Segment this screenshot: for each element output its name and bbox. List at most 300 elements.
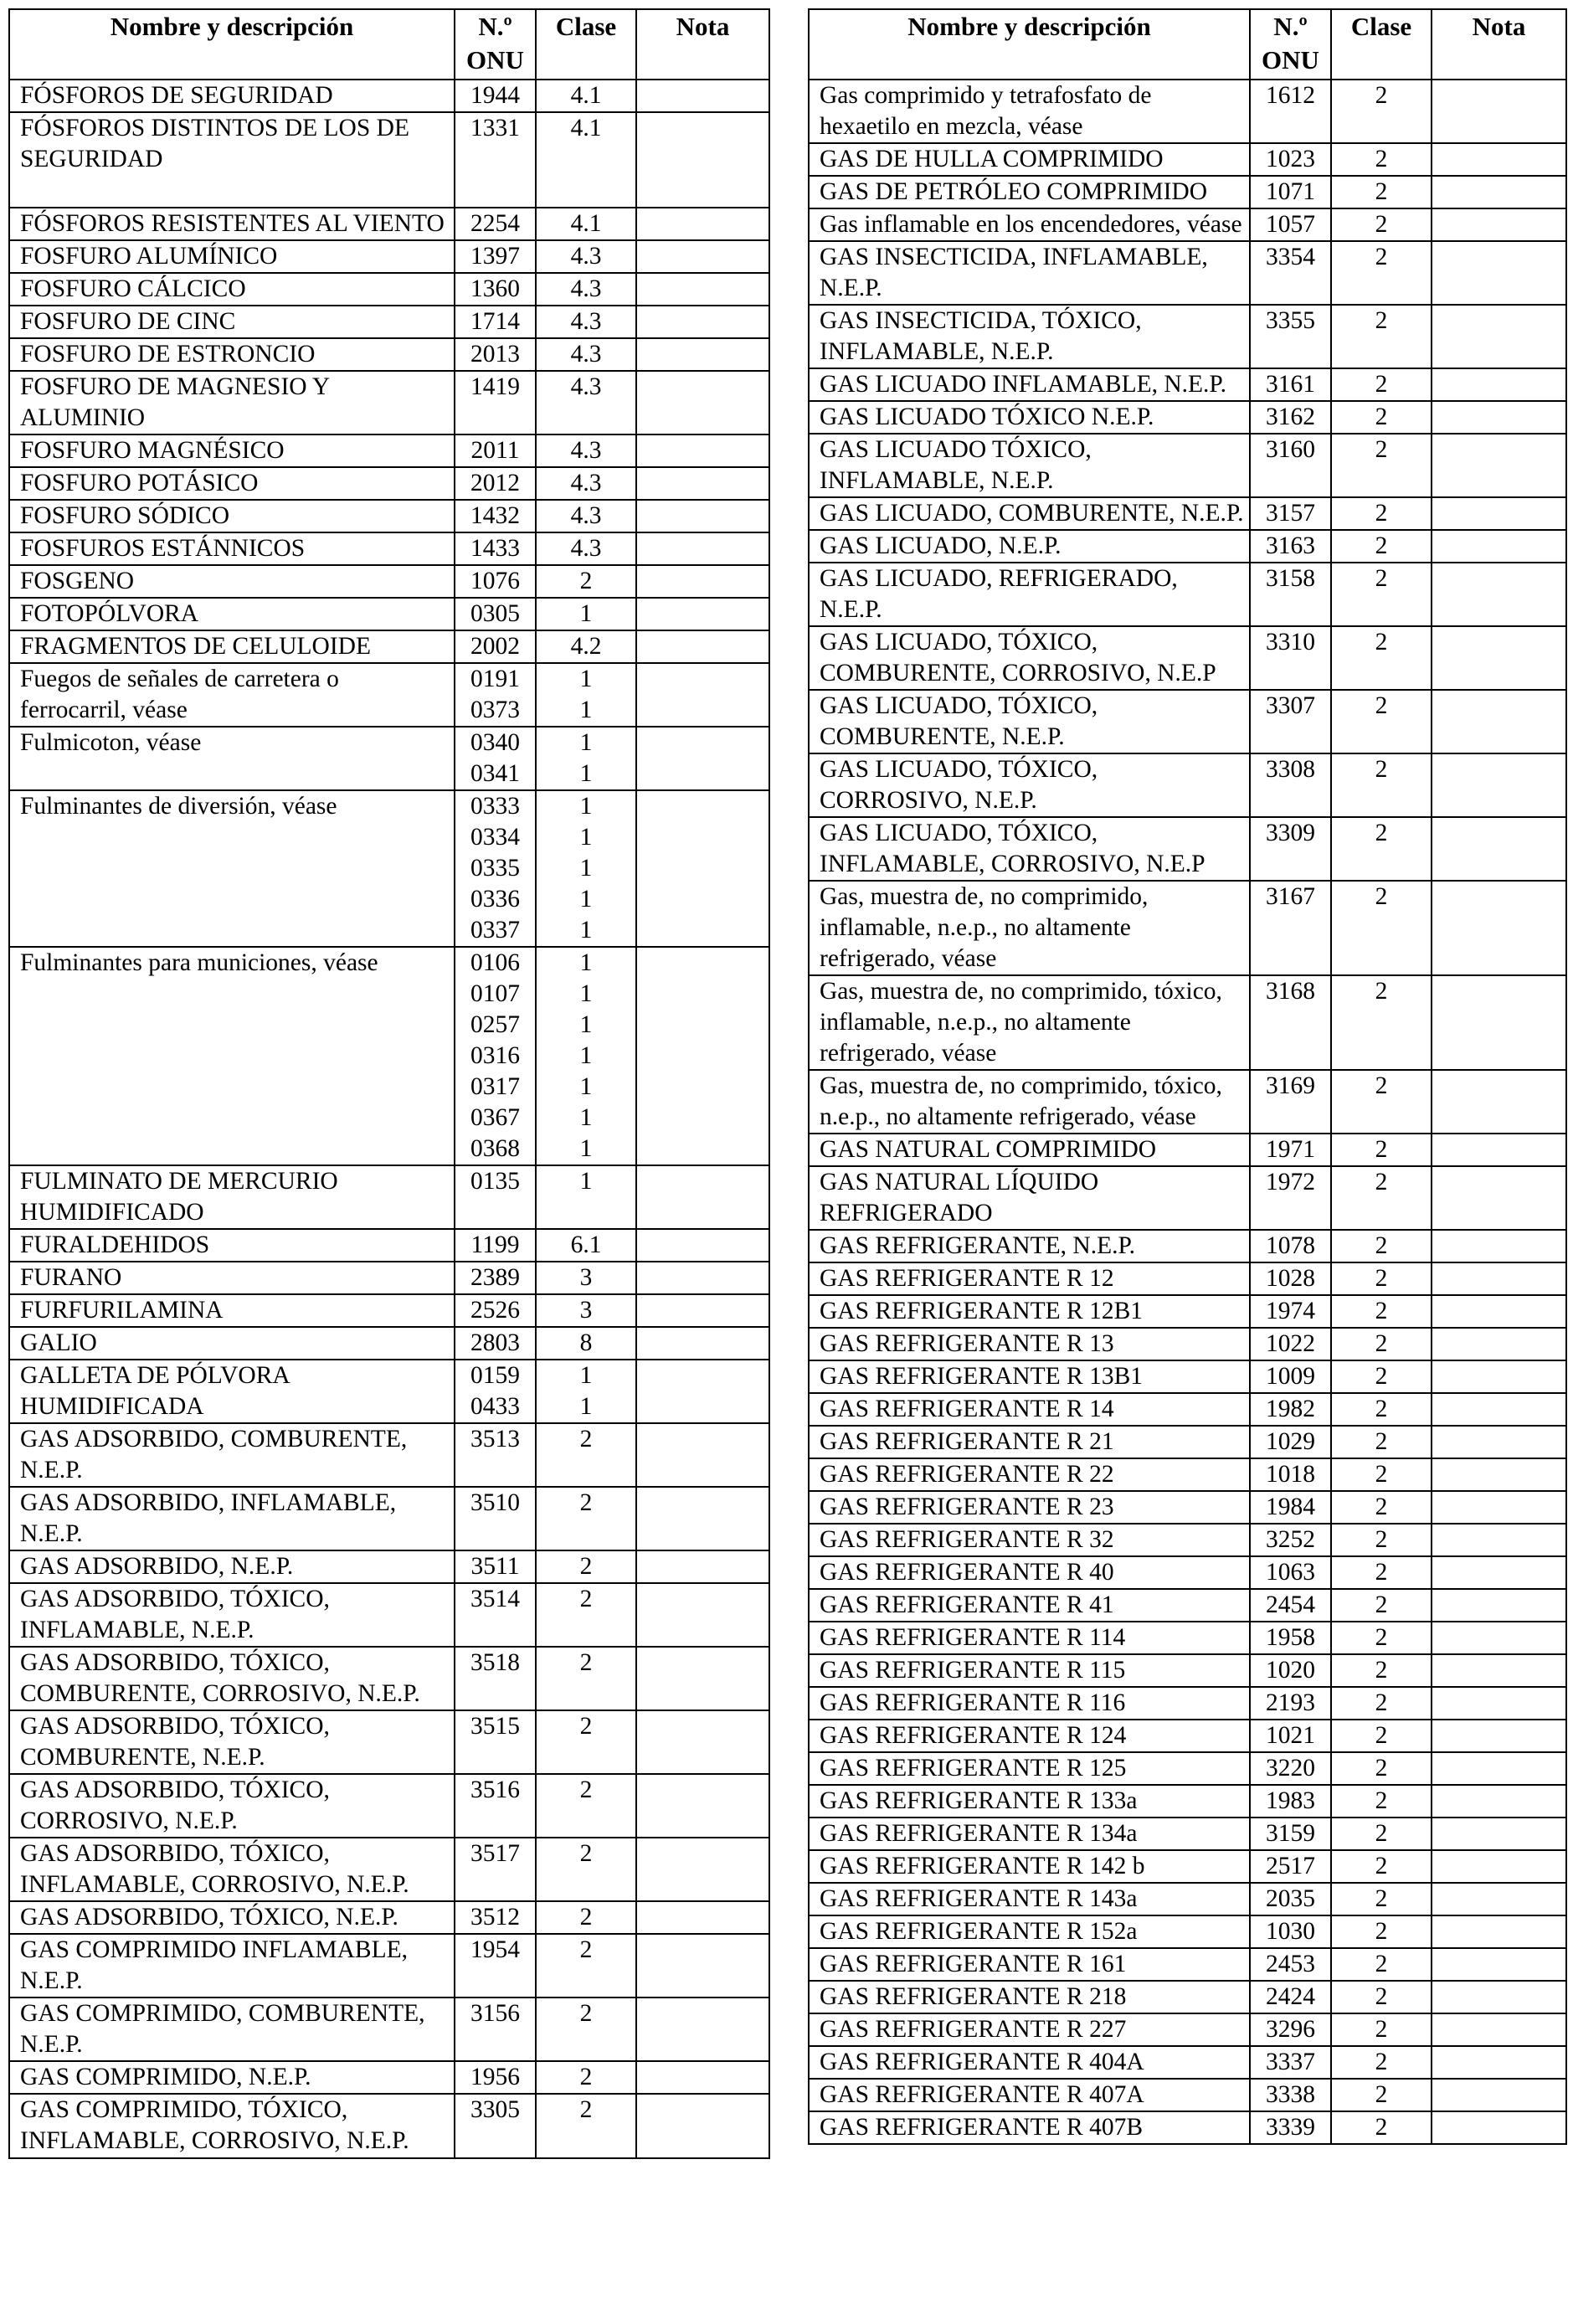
- note-cell: [1432, 401, 1566, 434]
- class-cell: [1331, 1915, 1432, 1948]
- un-number: 1022: [1266, 1330, 1315, 1357]
- hazard-class: 2: [579, 1553, 593, 1580]
- substance-name: GAS REFRIGERANTE R 23: [809, 1491, 1250, 1524]
- table-row: [9, 1550, 769, 1583]
- note-cell: [636, 1229, 769, 1262]
- substance-name: Fulminantes de diversión, véase: [9, 790, 455, 947]
- note-cell: [1432, 497, 1566, 530]
- un-number-cell: [455, 1901, 536, 1934]
- un-number: 1944: [470, 82, 520, 109]
- note-cell: [1432, 1166, 1566, 1230]
- substance-name: GAS LICUADO, COMBURENTE, N.E.P.: [809, 497, 1250, 530]
- un-number-cell: [1250, 1818, 1331, 1850]
- un-number-cell: [455, 500, 536, 532]
- un-number: 1714: [470, 308, 520, 335]
- un-number: 0135: [470, 1168, 520, 1195]
- table-row: [809, 1752, 1566, 1785]
- note-cell: [636, 273, 769, 306]
- un-number: 0335: [470, 855, 520, 882]
- substance-name: FOSFURO MAGNÉSICO: [9, 434, 455, 467]
- class-cell: [536, 1774, 636, 1838]
- class-cell: [1331, 368, 1432, 401]
- note-cell: [1432, 2046, 1566, 2079]
- un-number: 2517: [1266, 1853, 1315, 1879]
- note-cell: [636, 1583, 769, 1647]
- table-row: [9, 1294, 769, 1327]
- hazard-class: 2: [1375, 1885, 1388, 1912]
- substance-name: GALLETA DE PÓLVORA HUMIDIFICADA: [9, 1360, 455, 1423]
- hazard-class: 2: [1375, 500, 1388, 527]
- hazard-class: 2: [1375, 1169, 1388, 1195]
- hazard-class: 2: [1375, 211, 1388, 238]
- hazard-class: 1: [579, 697, 593, 723]
- un-number-cell: [1250, 1491, 1331, 1524]
- substance-name: FÓSFOROS DE SEGURIDAD: [9, 80, 455, 112]
- table-row: [809, 563, 1566, 626]
- table-row: [9, 467, 769, 500]
- un-number: 2193: [1266, 1689, 1315, 1716]
- un-number: 0334: [470, 824, 520, 851]
- class-cell: [1331, 530, 1432, 563]
- table-row: [809, 1230, 1566, 1262]
- class-cell: [536, 1229, 636, 1262]
- un-number: 0433: [470, 1393, 520, 1420]
- un-number: 3169: [1266, 1072, 1315, 1099]
- substance-name: GAS ADSORBIDO, TÓXICO, INFLAMABLE, N.E.P.: [9, 1583, 455, 1647]
- class-cell: [536, 1901, 636, 1934]
- class-cell: [1331, 143, 1432, 176]
- substance-name: FOSFURO POTÁSICO: [9, 467, 455, 500]
- class-cell: [536, 112, 636, 208]
- note-cell: [636, 371, 769, 434]
- un-number-cell: [455, 338, 536, 371]
- header-name: Nombre y descripción: [9, 9, 455, 80]
- class-cell: [1331, 1883, 1432, 1915]
- hazard-class: 4.1: [570, 210, 602, 237]
- note-cell: [636, 630, 769, 663]
- un-number-cell: [455, 306, 536, 338]
- substance-name: Gas, muestra de, no comprimido, inflamable, n.e.p., no altamente refrigerado, véase: [809, 881, 1250, 975]
- note-cell: [1432, 241, 1566, 305]
- un-number-cell: [455, 1423, 536, 1487]
- substance-name: GAS REFRIGERANTE R 124: [809, 1720, 1250, 1752]
- un-number-cell: [1250, 1426, 1331, 1458]
- table-row: [9, 630, 769, 663]
- substance-name: GAS LICUADO, N.E.P.: [809, 530, 1250, 563]
- hazard-class: 2: [1375, 978, 1388, 1005]
- substance-name: FOSFURO DE CINC: [9, 306, 455, 338]
- un-number-cell: [455, 240, 536, 273]
- un-number: 3252: [1266, 1526, 1315, 1553]
- table-row: [9, 1229, 769, 1262]
- note-cell: [636, 1710, 769, 1774]
- class-cell: [1331, 1262, 1432, 1295]
- class-cell: [1331, 563, 1432, 626]
- substance-name: Gas inflamable en los encendedores, véase: [809, 208, 1250, 241]
- un-number-cell: [455, 1487, 536, 1550]
- table-row: [809, 176, 1566, 208]
- hazard-class: 1: [579, 729, 593, 756]
- substance-name: GAS LICUADO, TÓXICO, COMBURENTE, N.E.P.: [809, 690, 1250, 753]
- un-number-cell: [1250, 1785, 1331, 1818]
- note-cell: [1432, 1230, 1566, 1262]
- class-cell: [1331, 1524, 1432, 1556]
- class-cell: [1331, 1589, 1432, 1622]
- substance-name: GAS REFRIGERANTE R 125: [809, 1752, 1250, 1785]
- class-cell: [1331, 975, 1432, 1070]
- un-number-cell: [1250, 2111, 1331, 2144]
- class-cell: [536, 727, 636, 790]
- class-cell: [536, 208, 636, 240]
- un-number-cell: [455, 1998, 536, 2061]
- un-number: 1397: [470, 243, 520, 270]
- table-row: [809, 2046, 1566, 2079]
- note-cell: [1432, 1262, 1566, 1295]
- hazard-class: 3: [579, 1264, 593, 1291]
- table-row: [9, 1583, 769, 1647]
- hazard-class: 2: [1375, 1396, 1388, 1422]
- un-number: 3310: [1266, 629, 1315, 656]
- un-number-cell: [1250, 1360, 1331, 1393]
- substance-name: FURALDEHIDOS: [9, 1229, 455, 1262]
- substance-name: GAS REFRIGERANTE R 134a: [809, 1818, 1250, 1850]
- substance-name: GAS REFRIGERANTE R 114: [809, 1622, 1250, 1654]
- un-number-cell: [1250, 208, 1331, 241]
- note-cell: [1432, 1556, 1566, 1589]
- note-cell: [636, 1774, 769, 1838]
- substance-name: GAS REFRIGERANTE R 133a: [809, 1785, 1250, 1818]
- hazard-class: 2: [1375, 756, 1388, 783]
- un-number: 2254: [470, 210, 520, 237]
- hazard-class: 2: [579, 2000, 593, 2027]
- note-cell: [1432, 1654, 1566, 1687]
- dangerous-goods-table-right: [808, 8, 1567, 2145]
- un-number: 1982: [1266, 1396, 1315, 1422]
- un-number: 0367: [470, 1104, 520, 1131]
- un-number-cell: [455, 663, 536, 727]
- hazard-class: 1: [579, 949, 593, 976]
- hazard-class: 2: [579, 1713, 593, 1740]
- substance-name: Gas, muestra de, no comprimido, tóxico, n.e.p., no altamente refrigerado, véase: [809, 1070, 1250, 1134]
- note-cell: [1432, 626, 1566, 690]
- class-cell: [1331, 1981, 1432, 2013]
- class-cell: [536, 565, 636, 598]
- note-cell: [636, 2061, 769, 2094]
- class-cell: [536, 467, 636, 500]
- substance-name: GAS REFRIGERANTE R 161: [809, 1948, 1250, 1981]
- un-number-cell: [1250, 817, 1331, 881]
- hazard-class: 2: [1375, 820, 1388, 846]
- un-number: 3514: [470, 1586, 520, 1612]
- table-row: [9, 1934, 769, 1998]
- un-number: 3159: [1266, 1820, 1315, 1847]
- note-cell: [1432, 530, 1566, 563]
- substance-name: FÓSFOROS RESISTENTES AL VIENTO: [9, 208, 455, 240]
- note-cell: [1432, 305, 1566, 368]
- un-number: 3510: [470, 1489, 520, 1516]
- hazard-class: 2: [1375, 1853, 1388, 1879]
- header-un-number: N.º ONU: [455, 9, 536, 80]
- note-cell: [636, 565, 769, 598]
- note-cell: [1432, 1915, 1566, 1948]
- un-number: 3515: [470, 1713, 520, 1740]
- substance-name: GAS COMPRIMIDO, COMBURENTE, N.E.P.: [9, 1998, 455, 2061]
- substance-name: GAS INSECTICIDA, INFLAMABLE, N.E.P.: [809, 241, 1250, 305]
- hazard-class: 1: [579, 824, 593, 851]
- un-number: 3158: [1266, 565, 1315, 592]
- hazard-class: 1: [579, 793, 593, 820]
- substance-name: GAS COMPRIMIDO, TÓXICO, INFLAMABLE, CORROSIVO, N.E.P.: [9, 2094, 455, 2158]
- substance-name: GAS ADSORBIDO, TÓXICO, CORROSIVO, N.E.P.: [9, 1774, 455, 1838]
- class-cell: [1331, 1166, 1432, 1230]
- class-cell: [536, 1998, 636, 2061]
- note-cell: [1432, 434, 1566, 497]
- un-number: 3511: [470, 1553, 520, 1580]
- un-number: 3516: [470, 1776, 520, 1803]
- class-cell: [1331, 2046, 1432, 2079]
- note-cell: [1432, 881, 1566, 975]
- note-cell: [636, 112, 769, 208]
- note-cell: [636, 1901, 769, 1934]
- substance-name: GAS REFRIGERANTE R 13B1: [809, 1360, 1250, 1393]
- hazard-class: 1: [579, 760, 593, 787]
- class-cell: [536, 947, 636, 1165]
- hazard-class: 2: [1375, 1918, 1388, 1945]
- table-row: [9, 532, 769, 565]
- class-cell: [536, 1360, 636, 1423]
- hazard-class: 2: [1375, 1591, 1388, 1618]
- header-name: Nombre y descripción: [809, 9, 1250, 80]
- hazard-class: 1: [579, 1042, 593, 1069]
- class-cell: [536, 273, 636, 306]
- note-cell: [1432, 1785, 1566, 1818]
- hazard-class: 6.1: [570, 1231, 602, 1258]
- note-cell: [1432, 1981, 1566, 2013]
- un-number-cell: [1250, 1524, 1331, 1556]
- un-number-cell: [1250, 1556, 1331, 1589]
- un-number-cell: [455, 208, 536, 240]
- hazard-class: 4.3: [570, 502, 602, 529]
- note-cell: [1432, 1883, 1566, 1915]
- note-cell: [636, 1934, 769, 1998]
- table-row: [9, 273, 769, 306]
- hazard-class: 2: [579, 2096, 593, 2123]
- un-number: 0368: [470, 1135, 520, 1162]
- table-row: [9, 1901, 769, 1934]
- note-cell: [636, 467, 769, 500]
- un-number-cell: [1250, 241, 1331, 305]
- un-number-cell: [455, 1550, 536, 1583]
- un-number: 0373: [470, 697, 520, 723]
- note-cell: [1432, 1134, 1566, 1166]
- hazard-class: 2: [1375, 1951, 1388, 1977]
- table-row: [809, 1785, 1566, 1818]
- table-row: [809, 2111, 1566, 2144]
- class-cell: [536, 434, 636, 467]
- hazard-class: 4.2: [570, 633, 602, 660]
- hazard-class: 4.3: [570, 373, 602, 400]
- substance-name: GAS REFRIGERANTE R 32: [809, 1524, 1250, 1556]
- hazard-class: 2: [1375, 1559, 1388, 1586]
- un-number-cell: [455, 1327, 536, 1360]
- class-cell: [1331, 1752, 1432, 1785]
- un-number-cell: [1250, 176, 1331, 208]
- table-row: [9, 1423, 769, 1487]
- table-row: [809, 1915, 1566, 1948]
- note-cell: [1432, 1491, 1566, 1524]
- substance-name: GAS COMPRIMIDO, N.E.P.: [9, 2061, 455, 2094]
- hazard-class: 4.3: [570, 275, 602, 302]
- note-cell: [1432, 1360, 1566, 1393]
- substance-name: GAS REFRIGERANTE R 40: [809, 1556, 1250, 1589]
- un-number: 1029: [1266, 1428, 1315, 1455]
- table-row: [809, 1883, 1566, 1915]
- table-row: [809, 626, 1566, 690]
- un-number: 1023: [1266, 146, 1315, 172]
- un-number-cell: [455, 80, 536, 112]
- un-number-cell: [455, 727, 536, 790]
- hazard-class: 2: [1375, 1983, 1388, 2010]
- note-cell: [1432, 143, 1566, 176]
- un-number: 1030: [1266, 1918, 1315, 1945]
- note-cell: [1432, 1720, 1566, 1752]
- class-cell: [536, 1327, 636, 1360]
- table-row: [9, 1360, 769, 1423]
- un-number-cell: [1250, 1948, 1331, 1981]
- un-number: 1984: [1266, 1494, 1315, 1520]
- substance-name: GAS DE HULLA COMPRIMIDO: [809, 143, 1250, 176]
- un-number: 0159: [470, 1362, 520, 1389]
- note-cell: [636, 1550, 769, 1583]
- un-number: 0336: [470, 886, 520, 913]
- un-number: 1009: [1266, 1363, 1315, 1390]
- class-cell: [1331, 690, 1432, 753]
- class-cell: [1331, 434, 1432, 497]
- un-number-cell: [1250, 1622, 1331, 1654]
- table-row: [9, 371, 769, 434]
- note-cell: [1432, 1622, 1566, 1654]
- note-cell: [1432, 1948, 1566, 1981]
- substance-name: GAS LICUADO, REFRIGERADO, N.E.P.: [809, 563, 1250, 626]
- hazard-class: 2: [1375, 1689, 1388, 1716]
- substance-name: GAS ADSORBIDO, INFLAMABLE, N.E.P.: [9, 1487, 455, 1550]
- substance-name: GAS REFRIGERANTE R 152a: [809, 1915, 1250, 1948]
- note-cell: [636, 2094, 769, 2158]
- hazard-class: 2: [1375, 2049, 1388, 2075]
- class-cell: [1331, 2013, 1432, 2046]
- note-cell: [636, 1647, 769, 1710]
- un-number: 3220: [1266, 1755, 1315, 1782]
- note-cell: [1432, 753, 1566, 817]
- un-number: 1956: [470, 2064, 520, 2090]
- table-row: [9, 500, 769, 532]
- un-number-cell: [455, 112, 536, 208]
- substance-name: GAS REFRIGERANTE R 407B: [809, 2111, 1250, 2144]
- table-row: [9, 1998, 769, 2061]
- un-number-cell: [1250, 1166, 1331, 1230]
- class-cell: [536, 1838, 636, 1901]
- note-cell: [636, 1327, 769, 1360]
- substance-name: FOSGENO: [9, 565, 455, 598]
- table-row: [809, 881, 1566, 975]
- un-number-cell: [1250, 401, 1331, 434]
- table-row: [809, 1524, 1566, 1556]
- hazard-class: 2: [1375, 82, 1388, 109]
- table-row: [9, 338, 769, 371]
- note-cell: [1432, 1524, 1566, 1556]
- hazard-class: 2: [1375, 1072, 1388, 1099]
- table-row: [809, 2079, 1566, 2111]
- substance-name: GAS LICUADO, TÓXICO, COMBURENTE, CORROSIVO, N.E.P: [809, 626, 1250, 690]
- table-row: [9, 240, 769, 273]
- table-row: [9, 598, 769, 630]
- hazard-class: 4.3: [570, 535, 602, 562]
- un-number: 1063: [1266, 1559, 1315, 1586]
- class-cell: [536, 598, 636, 630]
- hazard-class: 2: [1375, 307, 1388, 334]
- class-cell: [536, 240, 636, 273]
- un-number-cell: [455, 790, 536, 947]
- class-cell: [1331, 1426, 1432, 1458]
- un-number: 0257: [470, 1011, 520, 1038]
- class-cell: [1331, 1687, 1432, 1720]
- substance-name: Fulmicoton, véase: [9, 727, 455, 790]
- note-cell: [1432, 975, 1566, 1070]
- un-number-cell: [1250, 1393, 1331, 1426]
- note-cell: [1432, 176, 1566, 208]
- un-number: 1419: [470, 373, 520, 400]
- un-number: 1958: [1266, 1624, 1315, 1651]
- hazard-class: 2: [1375, 629, 1388, 656]
- table-row: [9, 790, 769, 947]
- un-number: 0340: [470, 729, 520, 756]
- un-number: 0337: [470, 917, 520, 943]
- substance-name: GAS LICUADO TÓXICO N.E.P.: [809, 401, 1250, 434]
- hazard-class: 2: [1375, 1330, 1388, 1357]
- un-number-cell: [455, 1229, 536, 1262]
- note-cell: [1432, 1850, 1566, 1883]
- header-note: Nota: [1432, 9, 1566, 80]
- class-cell: [1331, 1295, 1432, 1328]
- un-number: 0317: [470, 1073, 520, 1100]
- hazard-class: 2: [1375, 1820, 1388, 1847]
- class-cell: [1331, 1230, 1432, 1262]
- table-row: [9, 306, 769, 338]
- un-number: 3337: [1266, 2049, 1315, 2075]
- table-row: [9, 1774, 769, 1838]
- substance-name: GAS NATURAL LÍQUIDO REFRIGERADO: [809, 1166, 1250, 1230]
- un-number: 1331: [470, 115, 520, 141]
- un-number-cell: [1250, 881, 1331, 975]
- class-cell: [1331, 1328, 1432, 1360]
- un-number-cell: [1250, 2046, 1331, 2079]
- note-cell: [1432, 1393, 1566, 1426]
- un-number: 2012: [470, 470, 520, 496]
- substance-name: GAS REFRIGERANTE R 22: [809, 1458, 1250, 1491]
- note-cell: [1432, 80, 1566, 143]
- hazard-class: 2: [1375, 404, 1388, 430]
- un-number: 1071: [1266, 178, 1315, 205]
- hazard-class: 2: [579, 2064, 593, 2090]
- table-row: [809, 1328, 1566, 1360]
- note-cell: [636, 947, 769, 1165]
- class-cell: [536, 2094, 636, 2158]
- un-number: 2011: [470, 437, 520, 464]
- class-cell: [1331, 1850, 1432, 1883]
- hazard-class: 2: [579, 1840, 593, 1867]
- hazard-class: 2: [1375, 2081, 1388, 2108]
- un-number: 3160: [1266, 436, 1315, 463]
